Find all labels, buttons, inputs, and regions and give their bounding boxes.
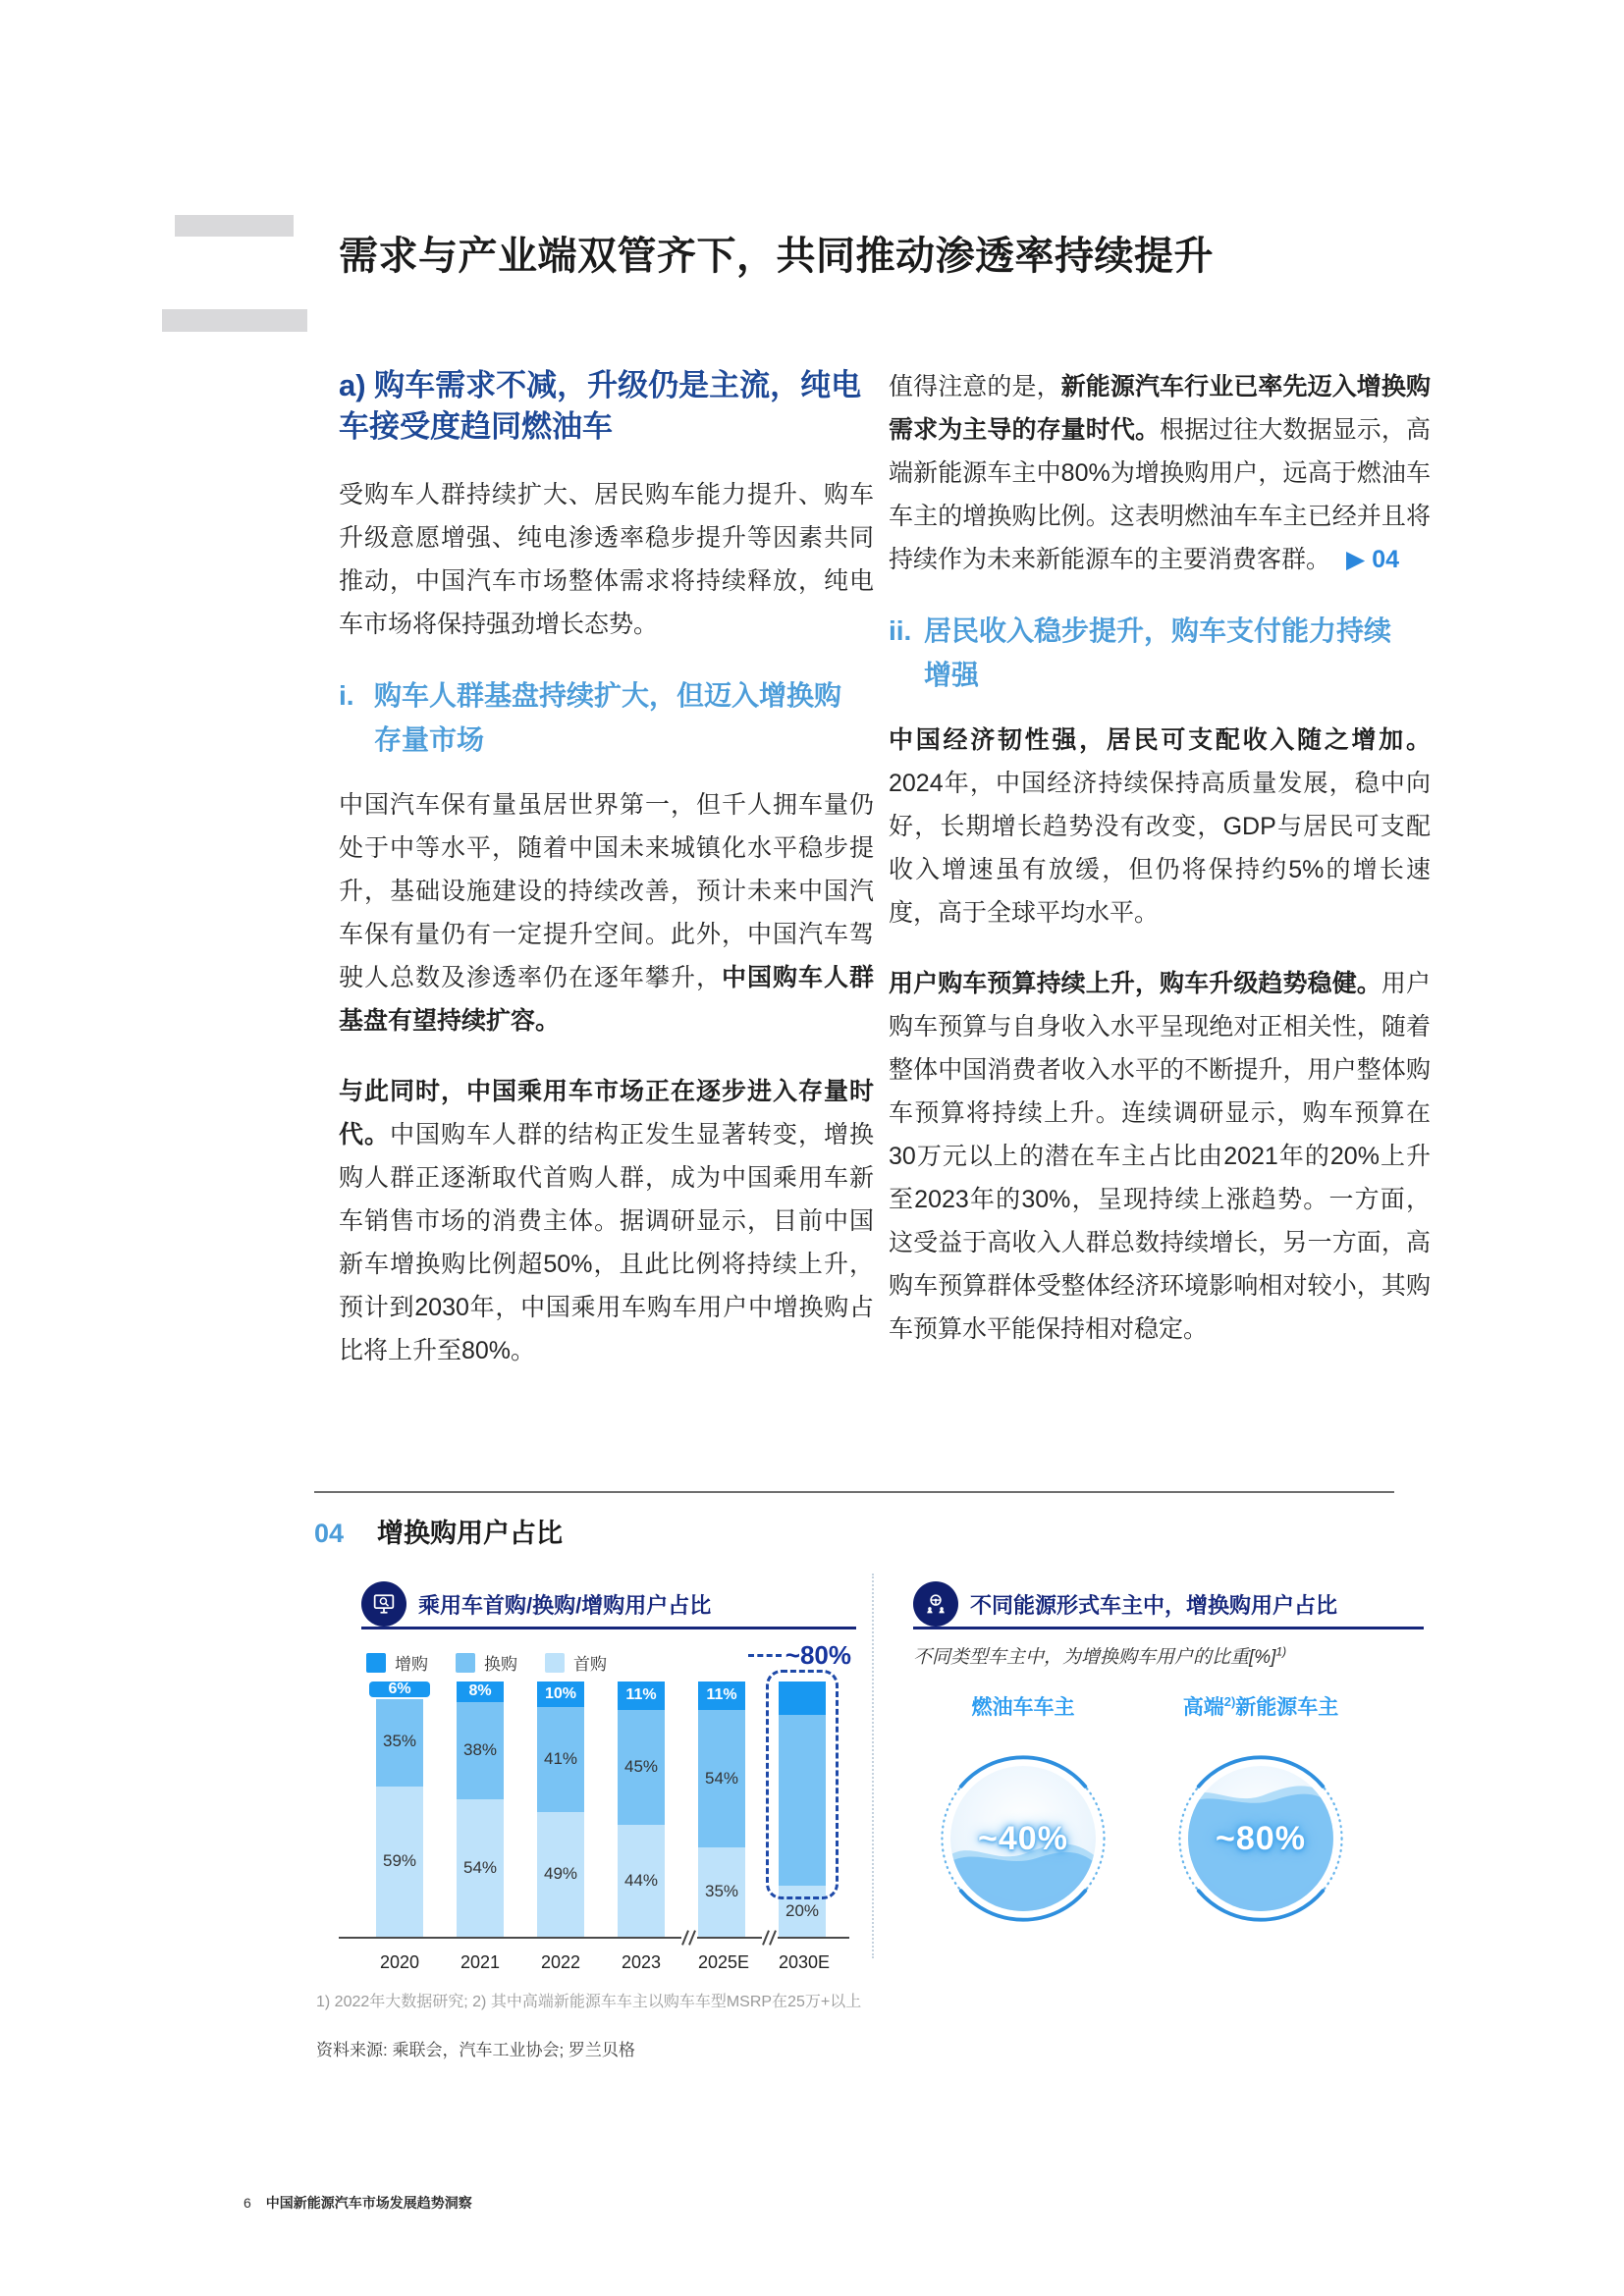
paragraph-text: 中国汽车保有量虽居世界第一，但千人拥车量仍处于中等水平，随着中国未来城镇化水平稳步提升，基础设施建设的持续改善，预计未来中国汽车保有量仍有一定提升空间。此外，中国汽车驾驶人总数及渗透率仍在逐年攀升， — [339, 791, 874, 991]
segment-first — [537, 1812, 584, 1937]
legend-item — [366, 1650, 428, 1675]
legend-item — [456, 1650, 517, 1675]
car-owner-icon — [913, 1581, 958, 1627]
gauge-value: ~80% — [1216, 1819, 1306, 1857]
subtitle-superscript: 1) — [1275, 1644, 1287, 1659]
segment-increase — [537, 1682, 584, 1707]
page-title: 需求与产业端双管齐下，共同推动渗透率持续提升 — [339, 234, 1214, 278]
segment-value-label: 38% — [462, 1740, 498, 1760]
bar-2022 — [537, 1682, 584, 1973]
legend-swatch — [545, 1653, 565, 1673]
paragraph-text: 值得注意的是， — [889, 373, 1061, 400]
section-i-title: 购车人群基盘持续扩大，但迈入增换购存量市场 — [374, 680, 842, 755]
figure-panels — [314, 1566, 1434, 1978]
segment-increase — [457, 1682, 504, 1702]
axis-break-icon — [762, 1930, 778, 1946]
gauge-chart-title: 不同能源形式车主中，增换购用户占比 — [970, 1592, 1338, 1618]
segment-value-label: 54% — [462, 1857, 498, 1877]
segment-increase — [618, 1682, 665, 1710]
figure-source: 资料来源: 乘联会，汽车工业协会; 罗兰贝格 — [316, 2041, 635, 2059]
segment-value-label: 45% — [623, 1757, 659, 1777]
paragraph-bold-text: 新能源汽车行业已率先迈入增换购需求为主导的存量时代。 — [889, 373, 1431, 444]
segment-value-label: 35% — [382, 1732, 417, 1751]
paragraph — [889, 365, 1431, 581]
segment-value-label: 35% — [704, 1882, 739, 1901]
legend-label: 增购 — [395, 1655, 428, 1674]
paragraph-text: 根据过往大数据显示，高端新能源车主中80%为增换购用户，远高于燃油车车主的增换购比例。这表明燃油车车主已经并且将持续作为未来新能源车的主要消费客群。 — [889, 416, 1431, 573]
bar-2025E — [698, 1682, 750, 1973]
bar-chart-panel — [314, 1566, 864, 1978]
paragraph-text: 2024年，中国经济持续保持高质量发展，稳中向好，长期增长趋势没有改变，GDP与居民可支配收入增速虽有放缓，但仍将保持约5%的增长速度，高于全球平均水平。 — [889, 770, 1431, 927]
section-i-number: i. — [339, 680, 354, 711]
gauge-高端新能源车主 — [1151, 1691, 1371, 1923]
bar-stack — [618, 1682, 665, 1937]
figure-divider-rule — [314, 1491, 1394, 1493]
panel-divider — [872, 1574, 874, 1958]
segment-value-label: 41% — [543, 1749, 578, 1769]
gauge-燃油车车主 — [913, 1691, 1133, 1923]
gauge-chart-subtitle — [913, 1642, 1286, 1669]
figure-header — [314, 1512, 563, 1550]
segment-value-label: 54% — [704, 1768, 739, 1788]
page-number: 6 — [244, 2195, 251, 2211]
paragraph — [889, 719, 1431, 934]
gauge-label-text: 新能源车主 — [1235, 1696, 1339, 1719]
bar-stack — [779, 1682, 826, 1937]
segment-first — [457, 1799, 504, 1937]
paragraph-text: 用户购车预算与自身收入水平呈现绝对正相关性，随着整体中国消费者收入水平的不断提升，用户整体购车预算将持续上升。连续调研显示，购车预算在30万元以上的潜在车主占比由2021年的20%上升至2023年的30%，呈现持续上涨趋势。一方面，这受益于高收入人群总数持续增长，另一方面，高购车预算群体受整体经济环境影响相对较小，其购车预算水平能保持相对稳定。 — [889, 970, 1431, 1343]
paragraph-text: 受购车人群持续扩大、居民购车能力提升、购车升级意愿增强、纯电渗透率稳步提升等因素共同推动，中国汽车市场整体需求将持续释放，纯电车市场将保持强劲增长态势。 — [339, 481, 874, 638]
segment-increase — [698, 1682, 745, 1710]
segment-replace — [618, 1710, 665, 1825]
paragraph — [339, 1070, 874, 1372]
segment-value-label: 44% — [623, 1870, 659, 1890]
bar-stack — [457, 1682, 504, 1937]
subtitle-text: 不同类型车主中，为增换购车用户的比重[%] — [913, 1647, 1276, 1668]
segment-first — [376, 1787, 423, 1937]
segment-replace — [698, 1710, 745, 1847]
section-ii-number: ii. — [889, 615, 912, 646]
x-axis-label: 2020 — [379, 1952, 420, 1972]
segment-value-label: 6% — [388, 1680, 411, 1697]
gauges-container — [913, 1691, 1371, 1923]
text-column-right — [889, 365, 1431, 1378]
gauge-label — [1151, 1691, 1371, 1721]
figure-number: 04 — [314, 1519, 345, 1548]
paragraph-bold-text: 与此同时，中国乘用车市场正在逐步进入存量时代。 — [339, 1078, 874, 1148]
segment-value-label: 8% — [468, 1682, 492, 1700]
section-i-heading — [339, 673, 865, 762]
panel-title-underline — [361, 1627, 856, 1629]
monitor-search-icon — [361, 1581, 406, 1627]
water-fill-gauge — [1176, 1754, 1345, 1923]
legend-item — [545, 1650, 607, 1675]
panel-title-underline — [913, 1627, 1424, 1629]
section-a-heading: a) 购车需求不减，升级仍是主流，纯电车接受度趋同燃油车 — [339, 368, 862, 444]
paragraph-bold-text: 用户购车预算持续上升，购车升级趋势稳健。 — [889, 970, 1381, 997]
segment-replace — [457, 1702, 504, 1799]
gauge-panel — [889, 1566, 1434, 1978]
x-axis-label: 2021 — [460, 1952, 501, 1972]
paragraph — [339, 473, 874, 646]
gauge-value: ~40% — [978, 1819, 1068, 1857]
paragraph-text: 中国购车人群的结构正发生显著转变，增换购人群正逐渐取代首购人群，成为中国乘用车新车销售市场的消费主体。据调研显示，目前中国新车增换购比例超50%，且此比例将持续上升，预计到2030年，中国乘用车购车用户中增换购占比将上升至80%。 — [339, 1121, 874, 1364]
document-title: 中国新能源汽车市场发展趋势洞察 — [265, 2195, 472, 2211]
gauge-label — [913, 1691, 1133, 1721]
page-footer — [244, 2193, 472, 2213]
paragraph-bold-text: 中国经济韧性强，居民可支配收入随之增加。 — [889, 726, 1431, 754]
legend-swatch — [456, 1653, 475, 1673]
segment-replace — [537, 1707, 584, 1812]
segment-increase — [369, 1682, 430, 1697]
bar-2020 — [376, 1682, 423, 1973]
bar-2030E — [779, 1640, 851, 1973]
x-axis-label: 2025E — [698, 1952, 750, 1972]
segment-replace — [376, 1697, 423, 1787]
segment-first — [779, 1886, 826, 1937]
bar-chart-title: 乘用车首购/换购/增购用户占比 — [418, 1592, 712, 1618]
segment-first — [698, 1847, 745, 1937]
callout-label: ~80% — [748, 1640, 851, 1671]
water-fill-gauge — [939, 1754, 1108, 1923]
segment-value-label: 11% — [706, 1686, 737, 1704]
paragraph-bold-text: 中国购车人群基盘有望持续扩容。 — [339, 964, 874, 1035]
segment-increase — [779, 1682, 826, 1715]
legend-swatch — [366, 1653, 386, 1673]
segment-first — [618, 1825, 665, 1937]
panel-header — [361, 1581, 864, 1627]
segment-value-label: 59% — [382, 1851, 417, 1871]
text-column-left — [339, 365, 874, 1400]
paragraph — [889, 962, 1431, 1351]
panel-header — [913, 1581, 1434, 1627]
bar-2023 — [618, 1682, 665, 1973]
x-axis-label: 2023 — [621, 1952, 662, 1972]
decorative-bar — [175, 215, 294, 237]
segment-replace — [779, 1715, 826, 1886]
figure-footnote: 1) 2022年大数据研究; 2) 其中高端新能源车车主以购车车型MSRP在25万+以上 — [316, 1994, 862, 2010]
section-ii-title: 居民收入稳步提升，购车支付能力持续增强 — [924, 615, 1392, 690]
chart-legend — [366, 1650, 607, 1675]
gauge-label-superscript: 2) — [1223, 1694, 1236, 1709]
axis-break-icon — [681, 1930, 697, 1946]
segment-value-label: 10% — [544, 1685, 577, 1702]
figure-title: 增换购用户占比 — [377, 1519, 564, 1548]
figure-reference-04: ▶ 04 — [1346, 546, 1399, 573]
paragraph — [339, 783, 874, 1042]
decorative-bar — [162, 309, 307, 332]
legend-label: 换购 — [484, 1655, 517, 1674]
segment-value-label: 49% — [543, 1864, 578, 1884]
bar-stack — [537, 1682, 584, 1937]
x-axis-label: 2030E — [779, 1952, 831, 1972]
gauge-label-text: 燃油车车主 — [971, 1696, 1075, 1719]
bar-stack — [698, 1682, 745, 1937]
x-axis-label: 2022 — [540, 1952, 581, 1972]
segment-value-label: 11% — [625, 1686, 657, 1704]
section-ii-heading — [889, 609, 1415, 697]
legend-label: 首购 — [573, 1655, 607, 1674]
bar-2021 — [457, 1682, 504, 1973]
bar-stack — [376, 1682, 423, 1937]
segment-value-label: 20% — [785, 1900, 820, 1920]
gauge-label-text: 高端 — [1182, 1696, 1224, 1719]
